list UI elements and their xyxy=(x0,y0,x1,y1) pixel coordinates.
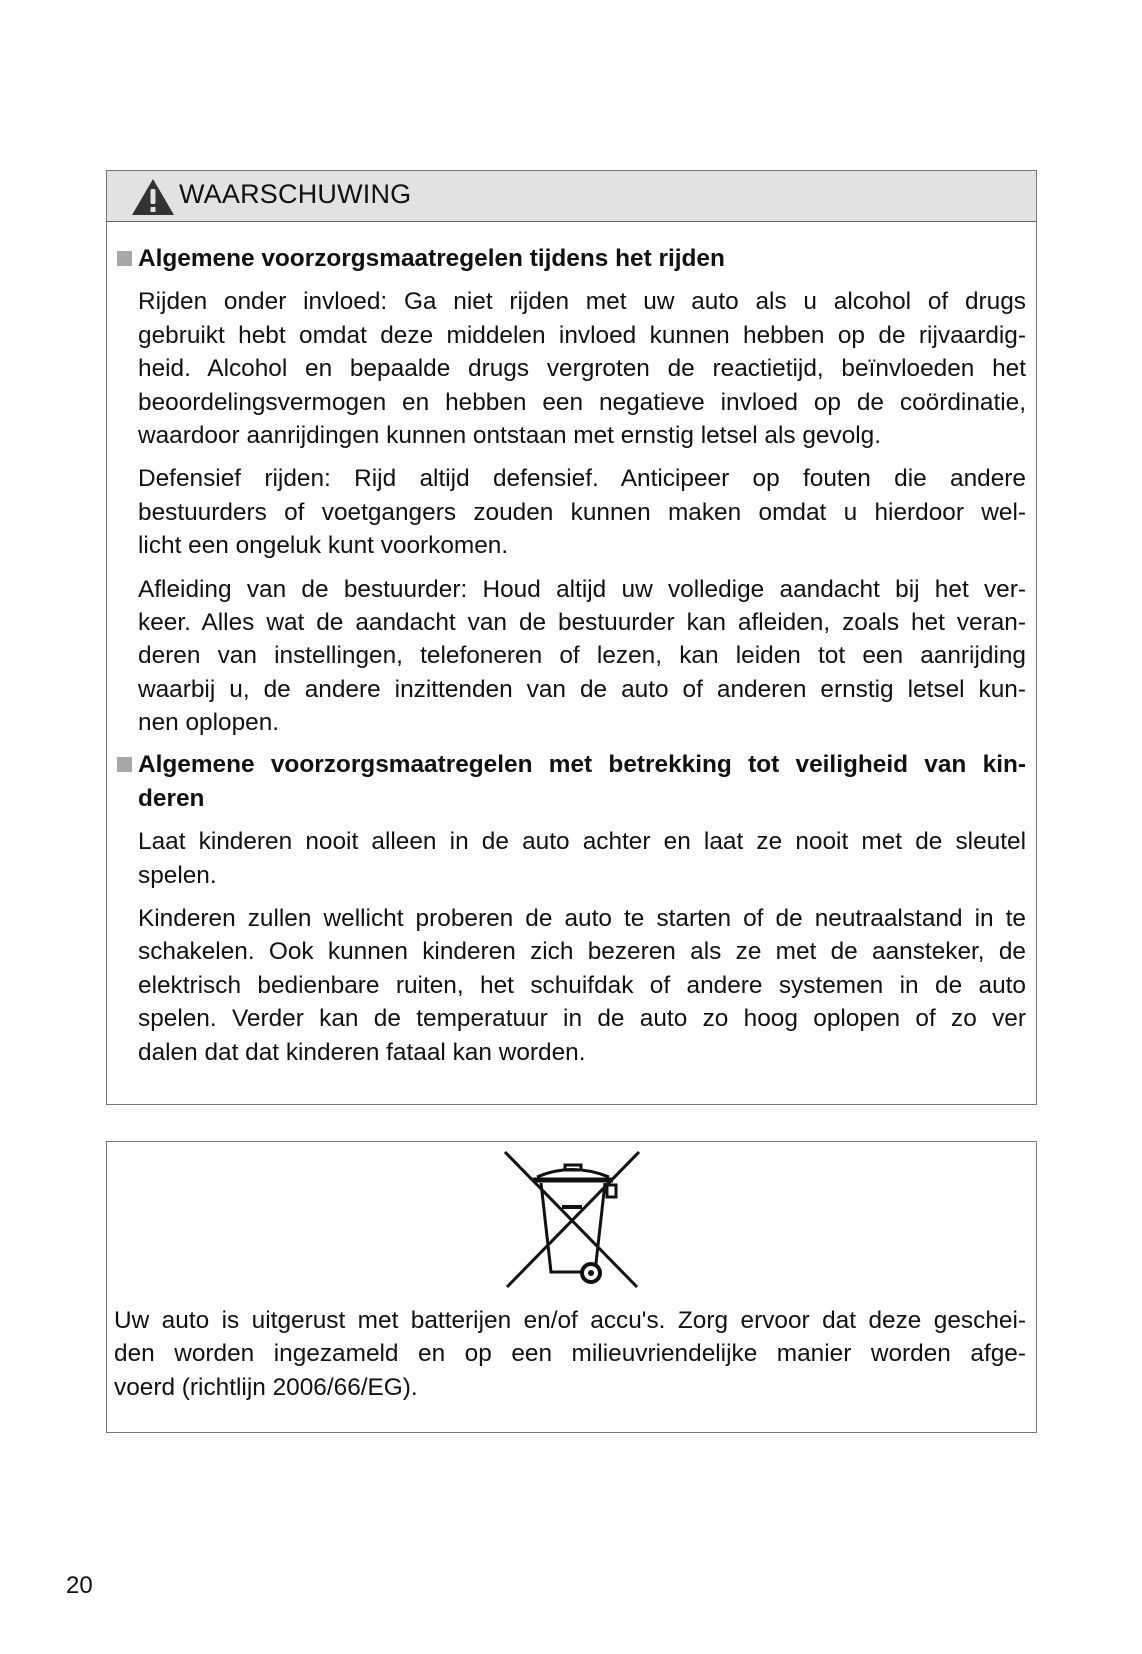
paragraph xyxy=(138,462,1026,562)
paragraph xyxy=(138,825,1026,892)
page-number: 20 xyxy=(66,1572,93,1599)
text-line: deren van instellingen, telefoneren of lezen, kan leiden tot een aanrijding xyxy=(138,642,1026,670)
text-line: Algemene voorzorgsmaatregelen met betrekking tot veiligheid van kin- xyxy=(138,751,1026,779)
text-line: heid. Alcohol en bepaalde drugs vergroten de reactietijd, beïnvloeden het xyxy=(138,355,1026,383)
battery-disposal-box xyxy=(106,1141,1037,1433)
text-line: keer. Alles wat de aandacht van de bestuurder kan afleiden, zoals het veran- xyxy=(138,608,1026,636)
text-line: Defensief rijden: Rijd altijd defensief. Anticipeer op fouten die andere xyxy=(138,465,1026,493)
crossed-out-wheelie-bin-icon xyxy=(497,1147,647,1292)
text-line: spelen. Verder kan de temperatuur in de auto zo hoog oplopen of zo ver xyxy=(138,1005,1026,1033)
square-bullet-icon xyxy=(117,251,132,266)
warning-content xyxy=(107,222,1036,1069)
text-line: elektrisch bedienbare ruiten, het schuifdak of andere systemen in de auto xyxy=(138,971,1026,999)
text-line: spelen. xyxy=(138,861,217,889)
paragraph xyxy=(138,902,1026,1069)
text-line: Kinderen zullen wellicht proberen de auto te starten of de neutraalstand in te xyxy=(138,905,1026,933)
paragraph xyxy=(138,573,1026,740)
text-line: gebruikt hebt omdat deze middelen invloed kunnen hebben op de rijvaardig- xyxy=(138,321,1026,349)
warning-title: WAARSCHUWING xyxy=(179,179,412,209)
text-line: bestuurders of voetgangers zouden kunnen maken omdat u hierdoor wel- xyxy=(138,498,1026,526)
text-line: Laat kinderen nooit alleen in de auto achter en laat ze nooit met de sleutel xyxy=(138,828,1026,856)
text-line: deren xyxy=(138,784,205,812)
paragraph xyxy=(138,285,1026,452)
warning-box xyxy=(106,170,1037,1105)
text-line: waarbij u, de andere inzittenden van de auto of anderen ernstig letsel kun- xyxy=(138,675,1026,703)
section-heading xyxy=(138,748,1026,815)
text-line: dalen dat dat kinderen fataal kan worden. xyxy=(138,1038,586,1066)
battery-disposal-text xyxy=(114,1304,1026,1404)
square-bullet-icon xyxy=(117,757,132,772)
text-line: Afleiding van de bestuurder: Houd altijd uw volledige aandacht bij het ver- xyxy=(138,575,1026,603)
text-line: Rijden onder invloed: Ga niet rijden met uw auto als u alcohol of drugs xyxy=(138,288,1026,316)
warning-triangle-icon xyxy=(131,178,175,216)
text-line: waardoor aanrijdingen kunnen ontstaan met ernstig letsel als gevolg. xyxy=(138,421,882,449)
text-line: Algemene voorzorgsmaatregelen tijdens het rijden xyxy=(138,245,725,272)
text-line: licht een ongeluk kunt voorkomen. xyxy=(138,532,509,560)
text-line: beoordelingsvermogen en hebben een negatieve invloed op de coördinatie, xyxy=(138,388,1026,416)
text-line: nen oplopen. xyxy=(138,709,280,737)
warning-header xyxy=(107,171,1036,222)
text-line: schakelen. Ook kunnen kinderen zich bezeren als ze met de aansteker, de xyxy=(138,938,1026,966)
section-heading xyxy=(138,242,1026,275)
text-line: voerd (richtlijn 2006/66/EG). xyxy=(114,1373,418,1401)
text-line: Uw auto is uitgerust met batterijen en/of accu's. Zorg ervoor dat deze geschei- xyxy=(114,1307,1026,1334)
text-line: den worden ingezameld en op een milieuvriendelijke manier worden afge- xyxy=(114,1340,1026,1368)
